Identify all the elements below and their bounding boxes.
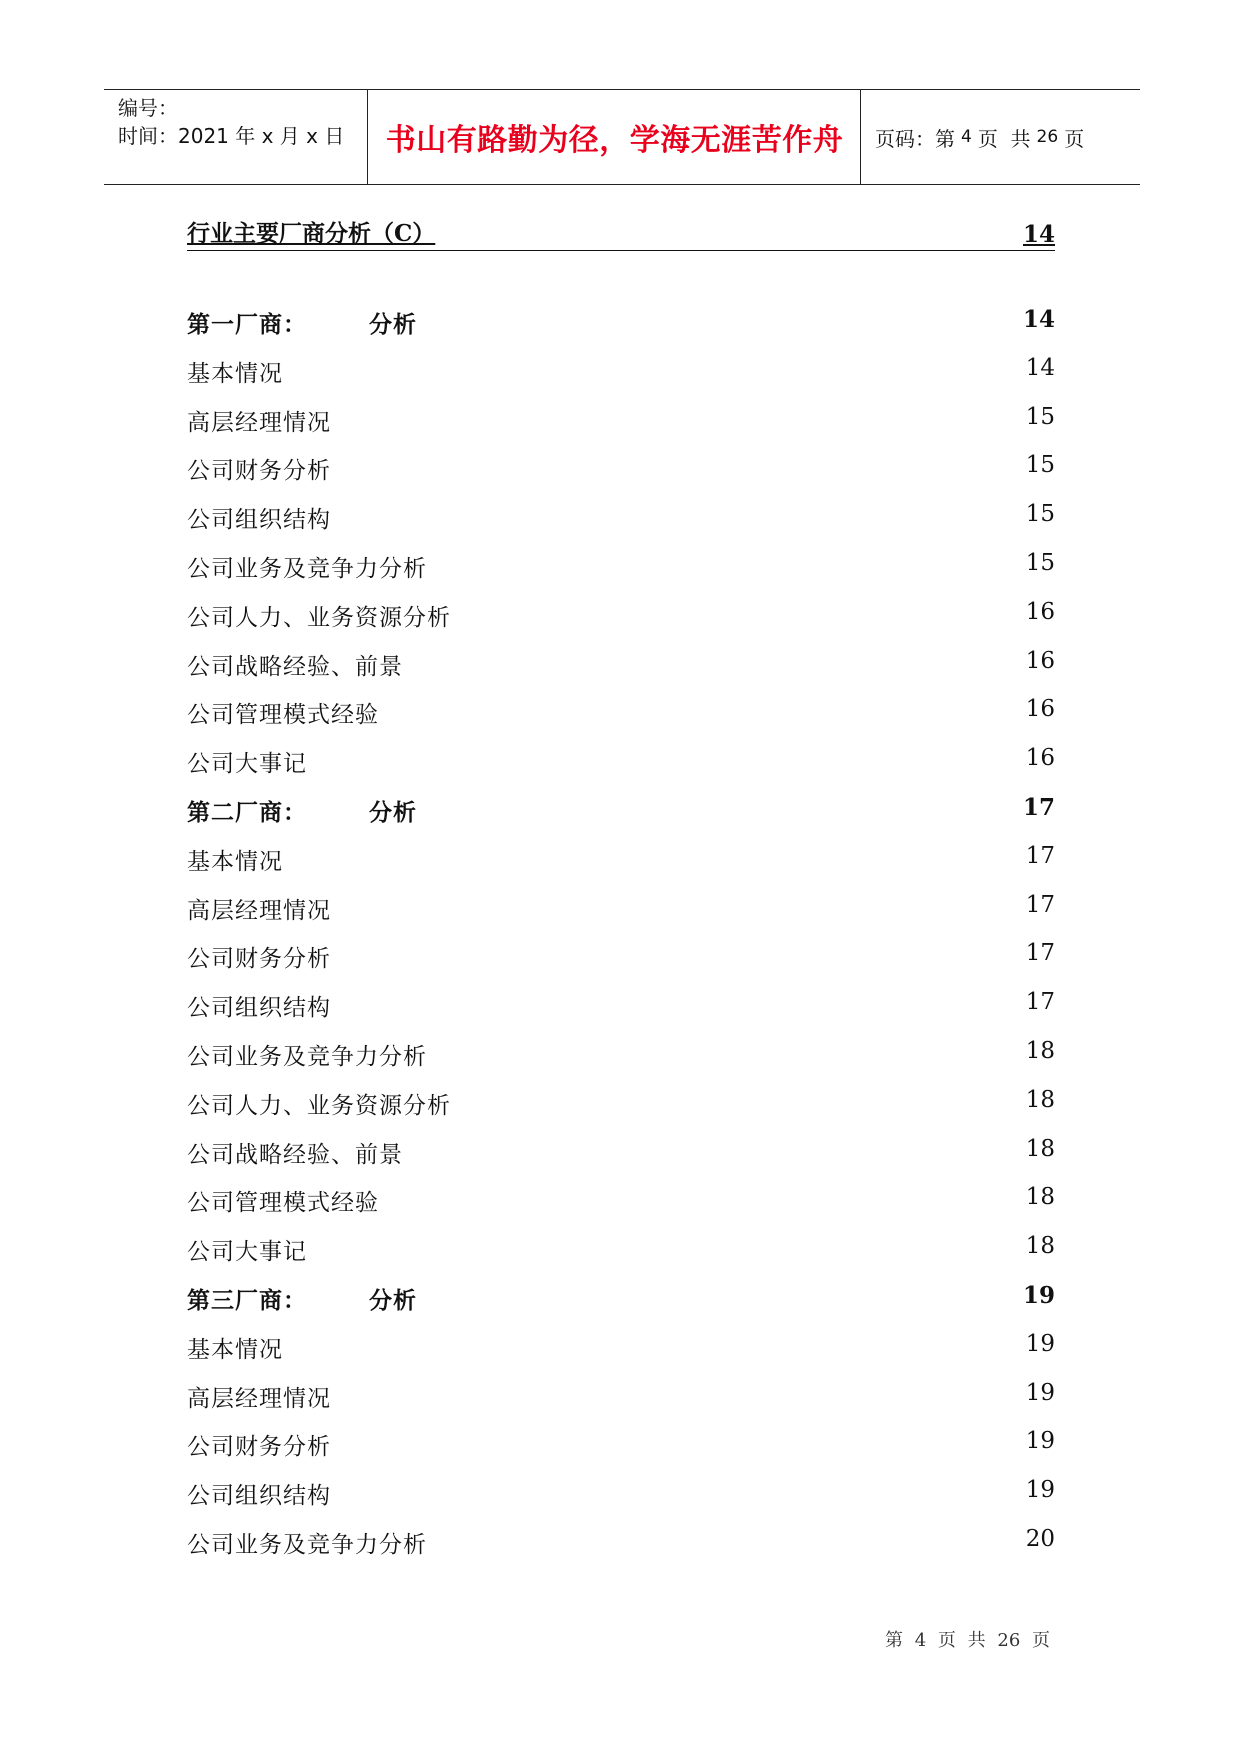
- toc-entry-page: 16: [1025, 598, 1055, 625]
- toc-entry[interactable]: [187, 1469, 1055, 1518]
- toc-entry-label: [187, 989, 331, 1022]
- toc-entry[interactable]: [187, 1128, 1055, 1177]
- header-motto-cell: [369, 90, 861, 184]
- toc-entry-label: [187, 1477, 331, 1510]
- toc-entry-label: [187, 648, 403, 681]
- toc-heading-entry[interactable]: [187, 298, 1055, 347]
- header-meta: [104, 90, 368, 184]
- toc-entry-page: 18: [1025, 1135, 1055, 1162]
- toc-entry-label-suffix: 分析: [369, 1286, 417, 1314]
- toc-entry-label-text: 公司业务及竞争力分析: [187, 1531, 427, 1558]
- toc-entry-label-text: 基本情况: [187, 360, 283, 387]
- toc-entry[interactable]: [187, 347, 1055, 396]
- toc-entry-label-text: 公司大事记: [187, 1239, 307, 1266]
- toc-entry-label-text: 公司业务及竞争力分析: [187, 555, 427, 582]
- toc-entry-page: 19: [1025, 1428, 1055, 1455]
- toc-entry-page: 17: [1025, 940, 1055, 967]
- page-footer: 第 4 页 共 26 页: [885, 1630, 1050, 1651]
- toc-entry-label: [187, 1184, 379, 1217]
- toc-entry-label-text: 公司组织结构: [187, 1483, 331, 1510]
- time-label: 时间：2021 年 x 月 x 日: [118, 124, 345, 148]
- toc-entry-label: [187, 1380, 331, 1413]
- toc-entry-page: 17: [1025, 989, 1055, 1016]
- toc-entry[interactable]: [187, 542, 1055, 591]
- toc-entry[interactable]: [187, 396, 1055, 445]
- toc-entry[interactable]: [187, 1420, 1055, 1469]
- toc-entry[interactable]: [187, 1323, 1055, 1372]
- toc-entry-label-text: 公司业务及竞争力分析: [187, 1043, 427, 1070]
- toc-entry-label: [187, 550, 427, 583]
- toc-entry-label-text: 第三厂商：: [187, 1286, 307, 1314]
- toc-entry[interactable]: [187, 884, 1055, 933]
- toc-entry[interactable]: [187, 444, 1055, 493]
- toc-entry-page: 18: [1025, 1037, 1055, 1064]
- toc-entry-page: 19: [1025, 1330, 1055, 1357]
- toc-entry-page: 19: [1025, 1379, 1055, 1406]
- toc-entry-page: 16: [1025, 696, 1055, 723]
- toc-entry-label-text: 公司管理模式经验: [187, 702, 379, 729]
- toc-entry-label: [187, 306, 417, 339]
- toc-entry-label: [187, 1038, 427, 1071]
- toc-entry-page: 17: [1025, 842, 1055, 869]
- toc-title-text: 行业主要厂商分析（C）: [187, 220, 436, 247]
- toc-entry-page: 18: [1025, 1233, 1055, 1260]
- toc-entry-page: 16: [1025, 647, 1055, 674]
- toc-entry[interactable]: [187, 493, 1055, 542]
- toc-entry-label: [187, 843, 283, 876]
- toc-entry-label-text: 基本情况: [187, 1336, 283, 1363]
- page-current: 4: [961, 127, 972, 147]
- page-prefix: 页码：第: [875, 126, 955, 151]
- toc-entry[interactable]: [187, 591, 1055, 640]
- toc-entry[interactable]: [187, 1225, 1055, 1274]
- toc-title-page: 14: [1022, 221, 1055, 248]
- toc-entry-page: 20: [1025, 1525, 1055, 1552]
- toc-section-title[interactable]: [187, 218, 1055, 251]
- toc-entry-label: [187, 892, 331, 925]
- toc-entry-label: [187, 1136, 403, 1169]
- toc-entry-label: [187, 355, 283, 388]
- toc-entry[interactable]: [187, 1518, 1055, 1567]
- toc-entry-label-text: 公司人力、业务资源分析: [187, 604, 451, 631]
- toc-entries: [187, 298, 1055, 1567]
- toc-entry-label: [187, 940, 331, 973]
- toc-entry-page: 14: [1022, 306, 1055, 333]
- toc-entry-page: 15: [1025, 501, 1055, 528]
- toc-entry-label: [187, 404, 331, 437]
- toc-entry-page: 18: [1025, 1086, 1055, 1113]
- document-header: [104, 89, 1140, 185]
- toc-entry-label: [187, 1087, 451, 1120]
- toc-entry[interactable]: [187, 981, 1055, 1030]
- toc-entry-page: 15: [1025, 549, 1055, 576]
- toc-entry-label-text: 公司大事记: [187, 751, 307, 778]
- toc-entry[interactable]: [187, 835, 1055, 884]
- toc-entry-page: 15: [1025, 403, 1055, 430]
- toc-entry[interactable]: [187, 1079, 1055, 1128]
- motto: 书山有路勤为径，学海无涯苦作舟: [385, 123, 844, 158]
- toc-entry-label: [187, 1331, 283, 1364]
- toc-entry-label-text: 高层经理情况: [187, 409, 331, 436]
- toc-entry-page: 14: [1025, 354, 1055, 381]
- toc-heading-entry[interactable]: [187, 786, 1055, 835]
- toc-entry-label: [187, 452, 331, 485]
- toc-entry-label-text: 高层经理情况: [187, 897, 331, 924]
- toc-entry-label-suffix: 分析: [369, 311, 417, 338]
- toc-entry-page: 17: [1022, 793, 1055, 821]
- toc-entry[interactable]: [187, 1030, 1055, 1079]
- toc-entry-page: 15: [1025, 452, 1055, 479]
- toc-entry-label-text: 基本情况: [187, 848, 283, 875]
- toc-entry[interactable]: [187, 737, 1055, 786]
- toc-entry-page: 19: [1022, 1281, 1055, 1309]
- toc-entry-label: [187, 599, 451, 632]
- toc-entry[interactable]: [187, 1176, 1055, 1225]
- toc-entry[interactable]: [187, 932, 1055, 981]
- toc-entry-label-text: 公司组织结构: [187, 995, 331, 1022]
- toc-entry-page: 19: [1025, 1477, 1055, 1504]
- toc-entry-label-text: 公司人力、业务资源分析: [187, 1092, 451, 1119]
- toc-entry-label-text: 公司财务分析: [187, 946, 331, 973]
- toc-entry-label-text: 高层经理情况: [187, 1385, 331, 1412]
- toc-entry-label-text: 公司财务分析: [187, 1434, 331, 1461]
- toc-entry-label: [187, 696, 379, 729]
- toc-heading-entry[interactable]: [187, 1274, 1055, 1323]
- toc-entry[interactable]: [187, 1372, 1055, 1421]
- number-label: 编号：: [118, 96, 178, 120]
- toc-entry-label: [187, 745, 307, 778]
- toc-entry-label: [187, 794, 417, 827]
- toc-entry[interactable]: [187, 688, 1055, 737]
- toc-entry-label-text: 公司组织结构: [187, 507, 331, 534]
- page-middle: 页 共: [977, 126, 1031, 151]
- toc-entry-page: 16: [1025, 745, 1055, 772]
- page-total: 26: [1036, 127, 1059, 147]
- toc-entry[interactable]: [187, 640, 1055, 689]
- toc-entry-page: 18: [1025, 1184, 1055, 1211]
- toc-entry-label: [187, 501, 331, 534]
- toc-entry-page: 17: [1025, 891, 1055, 918]
- toc-entry-label-suffix: 分析: [369, 798, 417, 826]
- toc-entry-label-text: 公司战略经验、前景: [187, 1141, 403, 1168]
- toc-entry-label: [187, 1282, 417, 1315]
- toc-entry-label-text: 第二厂商：: [187, 798, 307, 826]
- toc-entry-label: [187, 1428, 331, 1461]
- toc-entry-label-text: 公司战略经验、前景: [187, 653, 403, 680]
- toc-entry-label-text: 第一厂商：: [187, 311, 307, 338]
- header-page-info: [861, 90, 1140, 184]
- toc-entry-label: [187, 1526, 427, 1559]
- toc-entry-label: [187, 1233, 307, 1266]
- page-suffix: 页: [1064, 126, 1085, 151]
- toc-entry-label-text: 公司财务分析: [187, 458, 331, 485]
- toc-entry-label-text: 公司管理模式经验: [187, 1190, 379, 1217]
